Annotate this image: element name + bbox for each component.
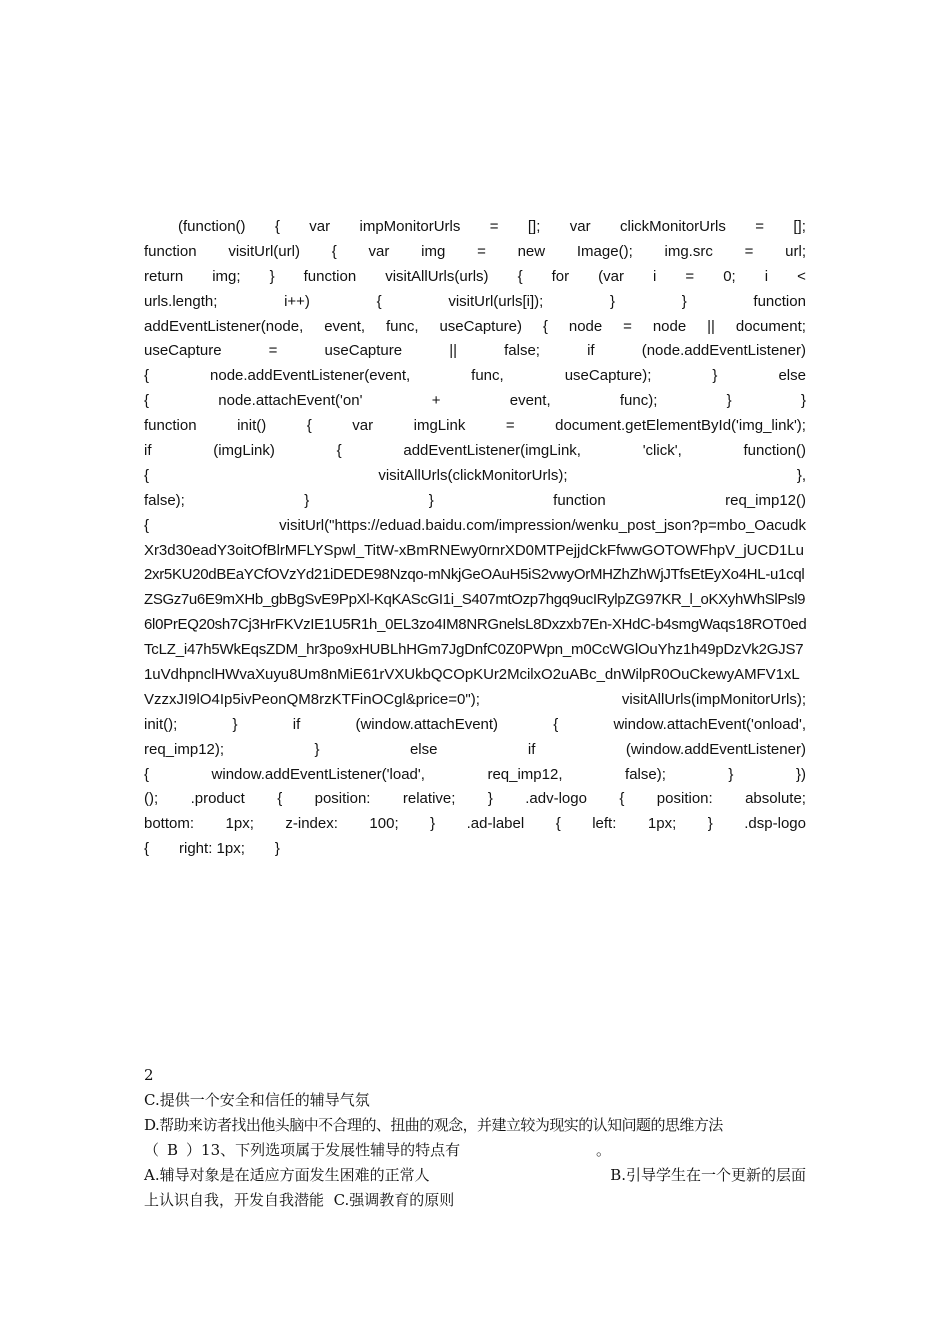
code-token: {: [619, 790, 625, 808]
question-13-line: [144, 1138, 806, 1163]
code-token: }: [726, 392, 732, 410]
code-line: [144, 315, 806, 340]
code-token: 'click',: [642, 442, 682, 460]
code-line: [144, 265, 806, 290]
code-token: VzzxJI9lO4Ip5ivPeonQM8rzKTFinOCgl&price=0");: [144, 690, 480, 708]
code-line: [144, 414, 806, 439]
code-token: }: [314, 740, 320, 758]
code-token: addEventListener(imgLink,: [403, 442, 581, 460]
code-token: for: [551, 267, 570, 285]
code-gap: [149, 837, 179, 862]
code-token: .product: [190, 790, 245, 808]
option-a: A.辅导对象是在适应方面发生困难的正常人: [144, 1166, 430, 1184]
code-line: [144, 215, 806, 240]
code-token: {: [517, 267, 523, 285]
code-token: init(): [237, 417, 267, 435]
code-line: [144, 389, 806, 414]
code-token: {: [306, 417, 312, 435]
code-token: node: [568, 317, 603, 335]
code-token: init();: [144, 715, 178, 733]
code-token: {: [144, 765, 150, 783]
code-token: i: [653, 267, 657, 285]
option-d-line: D.帮助来访者找出他头脑中不合理的、扭曲的观念，并建立较为现实的认知问题的思维方法: [144, 1116, 723, 1134]
code-token: }: [428, 491, 434, 509]
code-token: [];: [793, 218, 806, 235]
code-token: =: [477, 242, 486, 260]
code-token: if: [292, 715, 301, 733]
code-token: function: [303, 267, 357, 285]
code-token: node: [652, 317, 687, 335]
code-token: {: [336, 442, 342, 460]
code-token: window.attachEvent('onload',: [613, 715, 806, 733]
code-token: {: [144, 367, 150, 385]
code-token: false;: [504, 342, 540, 360]
code-token: absolute;: [745, 790, 806, 808]
code-token: }: [681, 292, 687, 310]
code-token: (imgLink): [213, 442, 275, 460]
code-token: {: [553, 715, 559, 733]
code-token: req_imp12(): [725, 491, 806, 509]
code-line: [144, 588, 806, 613]
embedded-script-text: [144, 215, 806, 862]
code-token: useCapture): [439, 317, 522, 335]
code-token: false);: [625, 765, 666, 783]
code-token: }: [430, 815, 436, 833]
code-token: position:: [656, 790, 713, 808]
code-token: Image();: [576, 242, 633, 260]
code-token: ZSGz7u6E9mXHb_gbBgSvE9PpXl-KqKAScGI1i_S407mtOzp7hgq9ucIRylpZG97KR_l_oKXyhWhSlPsl9: [144, 591, 806, 609]
code-token: position:: [314, 790, 371, 808]
code-token: {: [274, 218, 280, 235]
code-token: i++): [284, 292, 310, 310]
code-token: i: [764, 267, 769, 285]
code-token: TcLZ_i47h5WkEqsZDM_hr3po9xHUBLhHGm7JgDnfC0Z0PWpn_m0CcWGlOuYhz1h49pDzVk2GJS7: [144, 641, 804, 659]
code-line: [144, 613, 806, 638]
code-token: visitAllUrls(impMonitorUrls);: [621, 690, 806, 708]
code-line: [144, 563, 806, 588]
code-token: {: [144, 466, 150, 484]
code-token: ||: [707, 317, 715, 335]
code-token: .dsp-logo: [744, 815, 806, 833]
code-token: visitUrl("https://eduad.baidu.com/impression/wenku_post_json?p=mbo_Oacudk: [279, 516, 806, 534]
options-ab-line: [144, 1163, 806, 1188]
code-token: right: 1px;: [179, 840, 245, 858]
code-line: [144, 763, 806, 788]
code-token: (node.addEventListener): [641, 342, 806, 360]
code-token: function: [144, 417, 197, 435]
answer-blank: [159, 1138, 186, 1163]
code-token: {: [555, 815, 561, 833]
code-token: return: [144, 267, 184, 285]
code-token: =: [685, 267, 695, 285]
code-token: function: [553, 491, 606, 509]
code-line: [144, 787, 806, 812]
code-line: [144, 837, 806, 862]
code-token: if: [587, 342, 595, 360]
code-token: (function(): [178, 218, 246, 235]
code-line: [144, 339, 806, 364]
code-token: visitAllUrls(urls): [385, 267, 489, 285]
code-token: useCapture);: [564, 367, 652, 385]
code-token: var: [309, 218, 331, 235]
code-token: }: [728, 765, 734, 783]
code-gap: [245, 837, 275, 862]
code-token: (var: [598, 267, 625, 285]
question-open-paren: （: [144, 1141, 160, 1159]
code-token: if: [527, 740, 536, 758]
code-token: +: [431, 392, 441, 410]
code-token: visitAllUrls(clickMonitorUrls);: [378, 466, 568, 484]
code-token: =: [505, 417, 515, 435]
code-token: =: [489, 218, 499, 235]
code-token: {: [542, 317, 548, 335]
code-token: ();: [144, 790, 159, 808]
code-token: req_imp12);: [144, 740, 225, 758]
code-line: [144, 464, 806, 489]
code-line: [144, 514, 806, 539]
code-token: img.src: [664, 242, 713, 260]
code-token: 2xr5KU20dBEaYCfOVzYd21iDEDE98Nzqo-mNkjGeOAuH5iS2vwyOrMHZhZhWjJTfsEtEyXo4HL-u1cql: [144, 566, 805, 584]
code-line: [144, 713, 806, 738]
page-number: 2: [144, 1066, 154, 1084]
code-token: else: [778, 367, 806, 385]
code-token: img;: [212, 267, 241, 285]
code-token: window.addEventListener('load',: [211, 765, 425, 783]
question-13-text: ）13、下列选项属于发展性辅导的特点有: [186, 1141, 461, 1159]
code-token: {: [144, 392, 150, 410]
code-token: }: [800, 392, 806, 410]
code-token: event,: [509, 392, 551, 410]
code-token: }: [274, 840, 280, 858]
code-token: urls.length;: [144, 292, 218, 310]
code-token: img: [421, 242, 446, 260]
code-line: [144, 688, 806, 713]
code-token: Xr3d30eadY3oitOfBlrMFLYSpwl_TitW-xBmRNEwy0rnrXD0MTPejjdCkFfwwGOTOWFhpV_jUCD1Lu: [144, 541, 804, 559]
code-token: new: [517, 242, 546, 260]
option-b: B.引导学生在一个更新的层面: [610, 1166, 806, 1184]
code-token: function: [144, 242, 197, 260]
code-line: [144, 539, 806, 564]
code-token: url;: [785, 242, 806, 260]
code-token: },: [796, 466, 806, 484]
code-token: }: [712, 367, 718, 385]
code-line: [144, 663, 806, 688]
code-token: z-index:: [285, 815, 338, 833]
code-token: useCapture: [324, 342, 403, 360]
code-token: imgLink: [413, 417, 466, 435]
code-token: .adv-logo: [525, 790, 587, 808]
code-line: [144, 489, 806, 514]
code-token: var: [569, 218, 591, 235]
code-token: .ad-label: [466, 815, 525, 833]
code-token: else: [409, 740, 438, 758]
code-token: document;: [735, 317, 806, 335]
code-token: var: [352, 417, 374, 435]
code-token: useCapture: [144, 342, 222, 360]
code-token: 0;: [723, 267, 736, 285]
code-token: ||: [449, 342, 458, 360]
code-token: func,: [471, 367, 504, 385]
code-token: clickMonitorUrls: [620, 218, 726, 235]
code-token: }: [232, 715, 238, 733]
code-token: false);: [144, 491, 185, 509]
code-token: =: [623, 317, 632, 335]
code-token: }: [610, 292, 616, 310]
code-token: event,: [324, 317, 366, 335]
code-token: bottom:: [144, 815, 195, 833]
code-token: =: [744, 242, 754, 260]
code-token: 6l0PrEQ20sh7Cj3HrFKVzIE1U5R1h_0EL3zo4IM8NRGnelsL8Dxzxb7En-XHdC-b4smgWaqs18ROT0ed: [144, 616, 806, 634]
code-token: relative;: [402, 790, 456, 808]
code-token: addEventListener(node,: [144, 317, 304, 335]
option-c: C.强调教育的原则: [333, 1191, 455, 1209]
code-token: {: [144, 840, 150, 858]
code-token: node.addEventListener(event,: [210, 367, 411, 385]
code-token: req_imp12,: [487, 765, 563, 783]
code-token: function(): [743, 442, 806, 460]
code-token: 100;: [369, 815, 399, 833]
code-token: <: [797, 267, 806, 285]
code-line: [144, 290, 806, 315]
question-end-mark: 。: [596, 1141, 612, 1159]
code-token: visitUrl(urls[i]);: [448, 292, 544, 310]
code-token: document.getElementById('img_link');: [555, 417, 806, 435]
code-token: if: [144, 442, 152, 460]
code-token: =: [268, 342, 278, 360]
code-token: {: [277, 790, 283, 808]
options-bc-line: [144, 1188, 806, 1213]
code-token: =: [755, 218, 764, 235]
code-token: }: [304, 491, 310, 509]
code-token: 1px;: [225, 815, 254, 833]
code-token: {: [376, 292, 382, 310]
code-token: }: [269, 267, 275, 285]
code-line: [144, 240, 806, 265]
code-token: func,: [386, 317, 419, 335]
code-token: }: [487, 790, 493, 808]
code-token: }: [707, 815, 713, 833]
code-token: 1px;: [647, 815, 677, 833]
code-token: var: [368, 242, 390, 260]
code-token: [];: [527, 218, 541, 235]
code-token: function: [753, 292, 806, 310]
code-token: visitUrl(url): [228, 242, 300, 260]
code-token: node.attachEvent('on': [218, 392, 363, 410]
answer-letter: B: [167, 1141, 179, 1159]
code-token: {: [331, 242, 337, 260]
code-line: [144, 812, 806, 837]
option-b-continued: 上认识自我，开发自我潜能: [144, 1191, 325, 1209]
code-token: (window.addEventListener): [625, 740, 806, 758]
code-token: {: [144, 516, 150, 534]
code-line: [144, 738, 806, 763]
option-c-line: C.提供一个安全和信任的辅导气氛: [144, 1091, 370, 1109]
code-token: impMonitorUrls: [359, 218, 461, 235]
code-line: [144, 364, 806, 389]
code-token: left:: [592, 815, 617, 833]
code-token: (window.attachEvent): [355, 715, 499, 733]
code-line: [144, 439, 806, 464]
code-token: 1uVdhpnclHWvaXuyu8Um8nMiE61rVXUkbQCOpKUr2McilxO2uABc_dnWilpR0OuCkewyAMFV1xL: [144, 666, 800, 684]
code-token: func);: [619, 392, 658, 410]
code-token: }): [795, 765, 806, 783]
code-line: [144, 638, 806, 663]
exam-question-text: [144, 1063, 806, 1213]
